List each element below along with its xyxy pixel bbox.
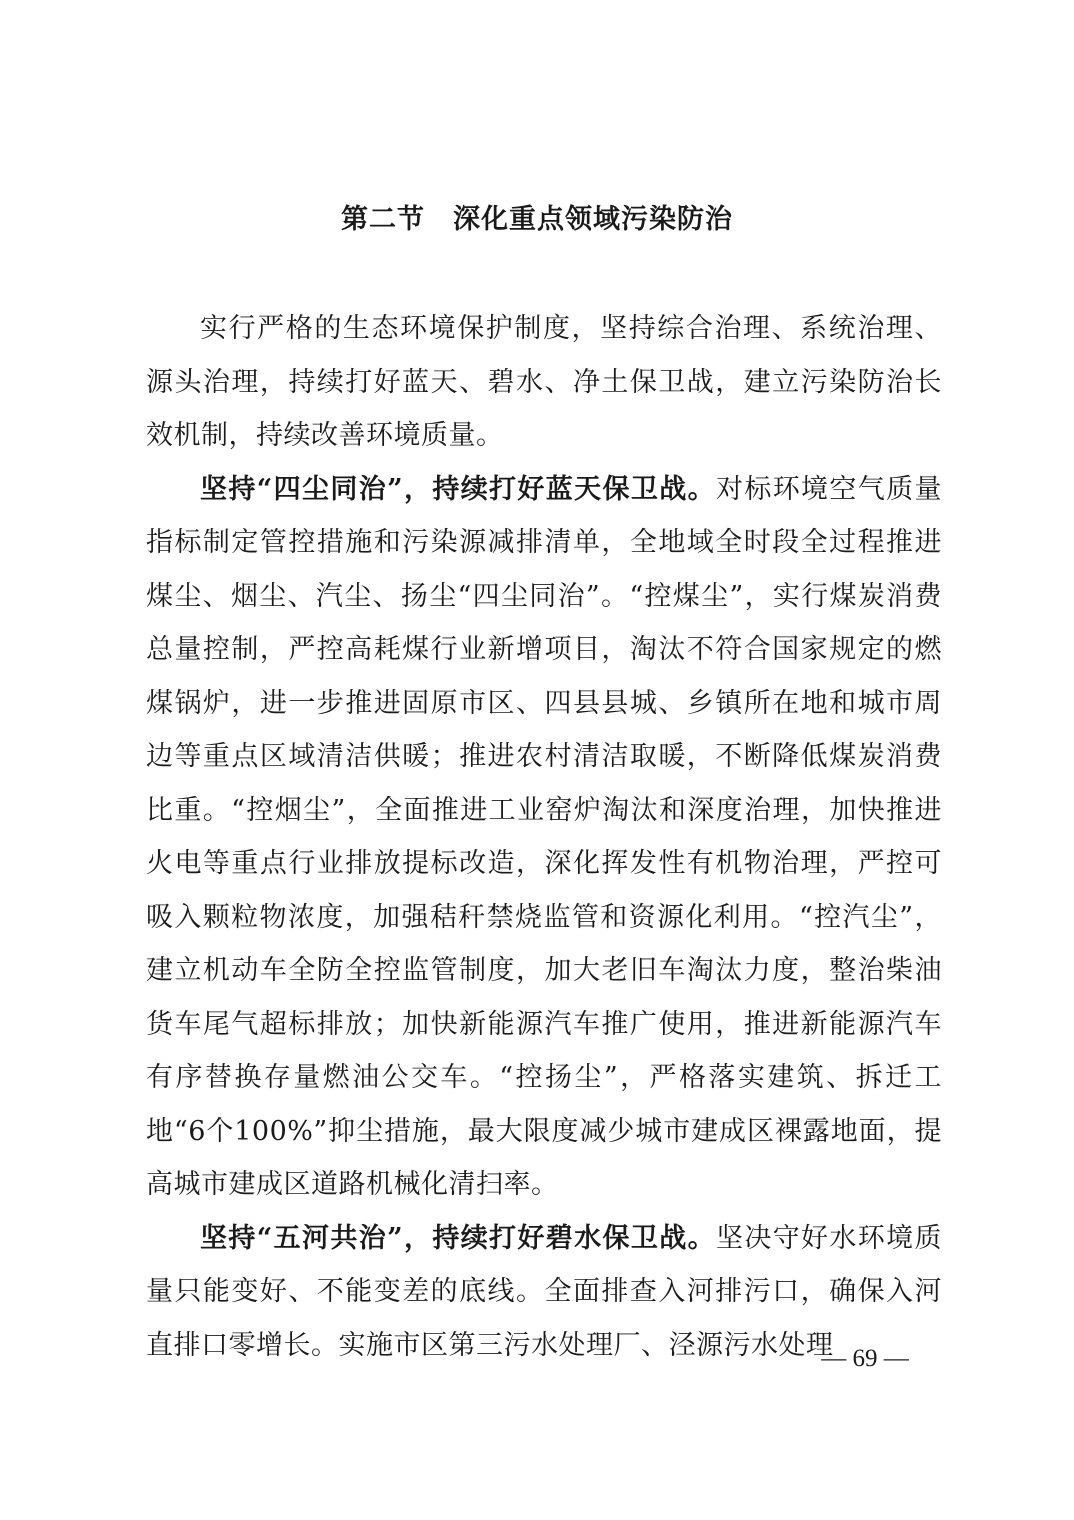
body-text [146,302,942,1372]
section-title: 第二节 深化重点领域污染防治 [341,204,733,235]
paragraph-lead: 坚持“五河共治”，持续打好碧水保卫战。 [200,1222,716,1254]
paragraph-blue-sky [146,463,942,1212]
paragraph-text: 对标环境空气质量指标制定管控措施和污染源减排清单，全地域全时段全过程推进煤尘、烟尘、汽尘、扬尘“四尘同治”。“控煤尘”，实行煤炭消费总量控制，严控高耗煤行业新增项目，淘汰不符合国家规定的燃煤锅炉，进一步推进固原市区、四县县城、乡镇所在地和城市周边等重点区域清洁供暖；推进农村清洁取暖，不断降低煤炭消费比重。“控烟尘”，全面推进工业窑炉淘汰和深度治理，加快推进火电等重点行业排放提标改造，深化挥发性有机物治理，严控可吸入颗粒物浓度，加强秸秆禁烧监管和资源化利用。“控汽尘”，建立机动车全防全控监管制度，加大老旧车淘汰力度，整治柴油货车尾气超标排放；加快新能源汽车推广使用，推进新能源汽车有序替换存量燃油公交车。“控扬尘”，严格落实建筑、拆迁工地“6个100%”抑尘措施，最大限度减少城市建成区裸露地面，提高城市建成区道路机械化清扫率。 [146,473,943,1200]
paragraph-intro [146,302,942,463]
paragraph-text: 实行严格的生态环境保护制度，坚持综合治理、系统治理、源头治理，持续打好蓝天、碧水、净土保卫战，建立污染防治长效机制，持续改善环境质量。 [146,313,942,451]
paragraph-text: 坚决守好水环境质量只能变好、不能变差的底线。全面排查入河排污口，确保入河直排口零增长。实施市区第三污水处理厂、泾源污水处理 [146,1222,943,1361]
page-number: — 69 — [821,1345,909,1372]
paragraph-lead: 坚持“四尘同治”，持续打好蓝天保卫战。 [200,473,716,505]
